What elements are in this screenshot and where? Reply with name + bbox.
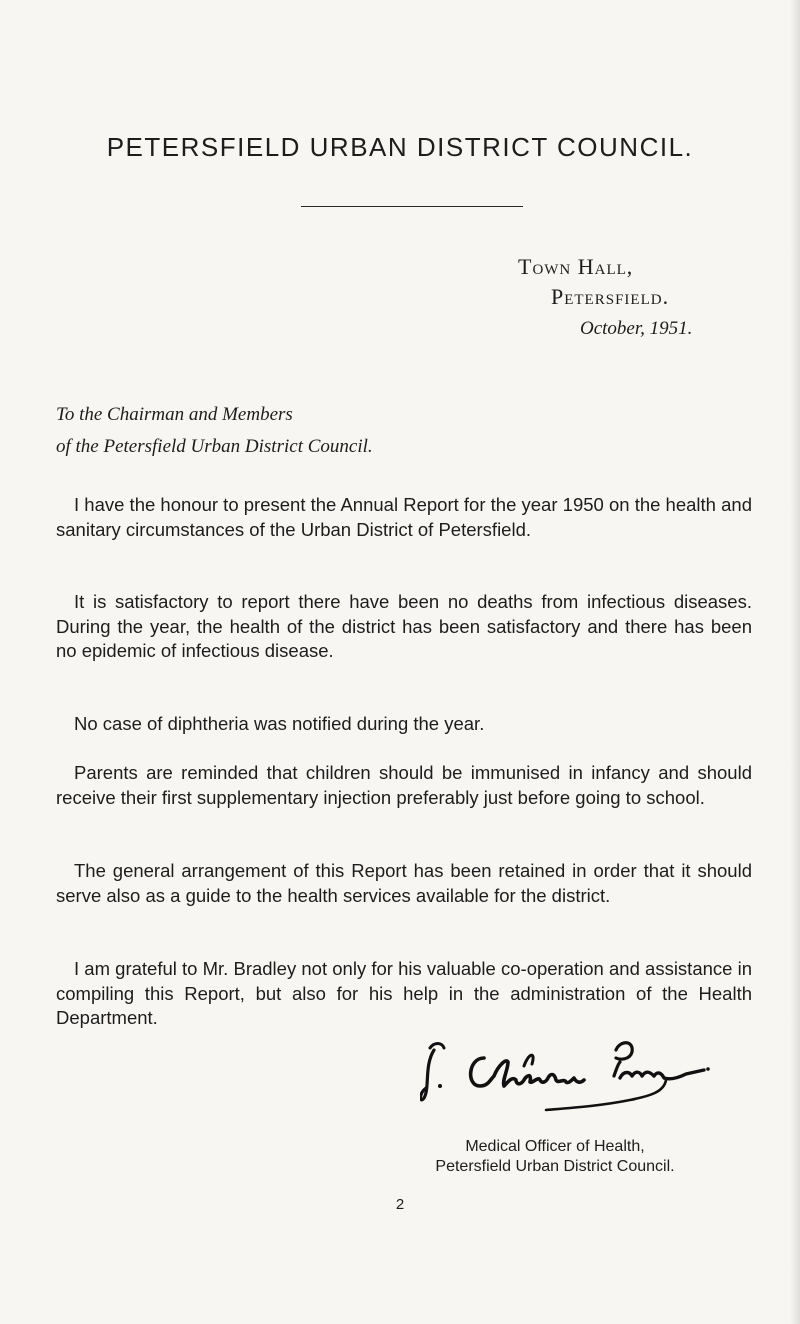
body-paragraph: It is satisfactory to report there have been no deaths from infectious diseases. During the year, the health of the district has been satisfactory and there has been no epidemic of infectious disease. (56, 591, 752, 661)
body-paragraph: The general arrangement of this Report has been retained in order that it should serve also as a guide to the health services available for the district. (56, 860, 752, 906)
council-title: PETERSFIELD URBAN DISTRICT COUNCIL. (106, 132, 694, 162)
handwritten-signature (420, 1036, 730, 1116)
page-edge-shadow (790, 0, 800, 1324)
page-number: 2 (395, 1196, 405, 1213)
body-paragraph: I have the honour to present the Annual Report for the year 1950 on the health and sanitary circumstances of the Urban District of Petersfield. (56, 494, 752, 540)
salutation-line-2: of the Petersfield Urban District Council. (56, 436, 373, 457)
address-line-1: Town Hall, (518, 254, 634, 279)
body-paragraph: Parents are reminded that children should be immunised in infancy and should receive their first supplementary injection preferably just before going to school. (56, 762, 752, 808)
officer-council: Petersfield Urban District Council. (435, 1158, 675, 1175)
officer-title: Medical Officer of Health, (465, 1138, 645, 1155)
title-divider (301, 206, 523, 207)
body-paragraph: No case of diphtheria was notified during the year. (74, 713, 485, 734)
salutation-line-1: To the Chairman and Members (56, 404, 293, 425)
address-line-2: Petersfield. (551, 284, 670, 309)
body-paragraph: I am grateful to Mr. Bradley not only for his valuable co-operation and assistance in compiling this Report, but also for his help in the administration of the Health Department. (56, 958, 752, 1028)
letter-date: October, 1951. (580, 318, 693, 339)
